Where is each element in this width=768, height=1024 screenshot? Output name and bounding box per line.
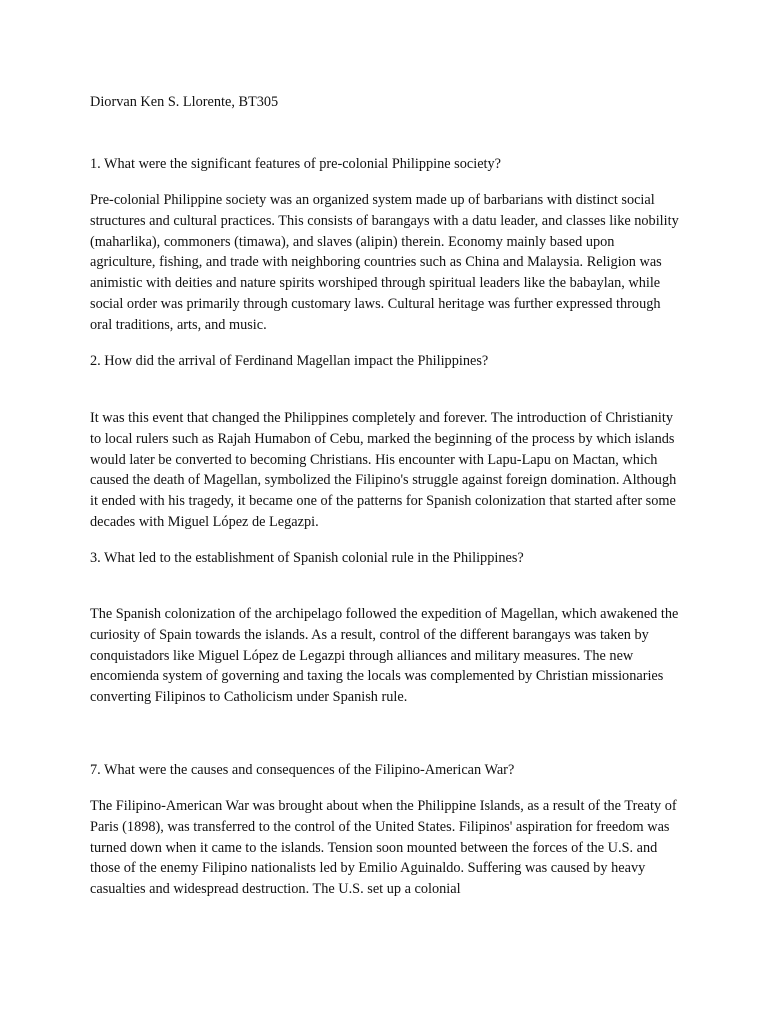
question-2: 2. How did the arrival of Ferdinand Magellan impact the Philippines? [90, 353, 489, 369]
answer-3: The Spanish colonization of the archipelago followed the expedition of Magellan, which awakened the curiosity of Spain towards the islands. As a result, control of the different barangays was taken by conquistadors like Miguel López de Legazpi through alliances and military measures. The new encomienda system of governing and taxing the locals was complemented by Christian missionaries converting Filipinos to Catholicism under Spanish rule. [90, 606, 679, 706]
question-3: 3. What led to the establishment of Spanish colonial rule in the Philippines? [90, 550, 524, 566]
answer-2: It was this event that changed the Philippines completely and forever. The introduction of Christianity to local rulers such as Rajah Humabon of Cebu, marked the beginning of the process by which islands would later be converted to becoming Christians. His encounter with Lapu-Lapu on Mactan, which caused the death of Magellan, symbolized the Filipino's struggle against foreign domination. Although it ended with his tragedy, it became one of the patterns for Spanish colonization that started after some decades with Miguel López de Legazpi. [90, 410, 677, 530]
answer-1: Pre-colonial Philippine society was an organized system made up of barbarians with distinct social structures and cultural practices. This consists of barangays with a datu leader, and classes like nobility (maharlika), commoners (timawa), and slaves (alipin) therein. Economy mainly based upon agriculture, fishing, and trade with neighboring countries such as China and Malaysia. Religion was animistic with deities and nature spirits worshiped through spiritual leaders like the babaylan, while social order was primarily through customary laws. Cultural heritage was further expressed through oral traditions, arts, and music. [90, 192, 679, 333]
author-line: Diorvan Ken S. Llorente, BT305 [90, 94, 279, 110]
question-7: 7. What were the causes and consequences of the Filipino-American War? [90, 762, 515, 778]
question-1: 1. What were the significant features of pre-colonial Philippine society? [90, 156, 502, 172]
answer-7: The Filipino-American War was brought about when the Philippine Islands, as a result of the Treaty of Paris (1898), was transferred to the control of the United States. Filipinos' aspiration for freedom was turned down when it came to the islands. Tension soon mounted between the forces of the U.S. and those of the enemy Filipino nationalists led by Emilio Aguinaldo. Suffering was caused by heavy casualties and widespread destruction. The U.S. set up a colonial [90, 798, 677, 898]
